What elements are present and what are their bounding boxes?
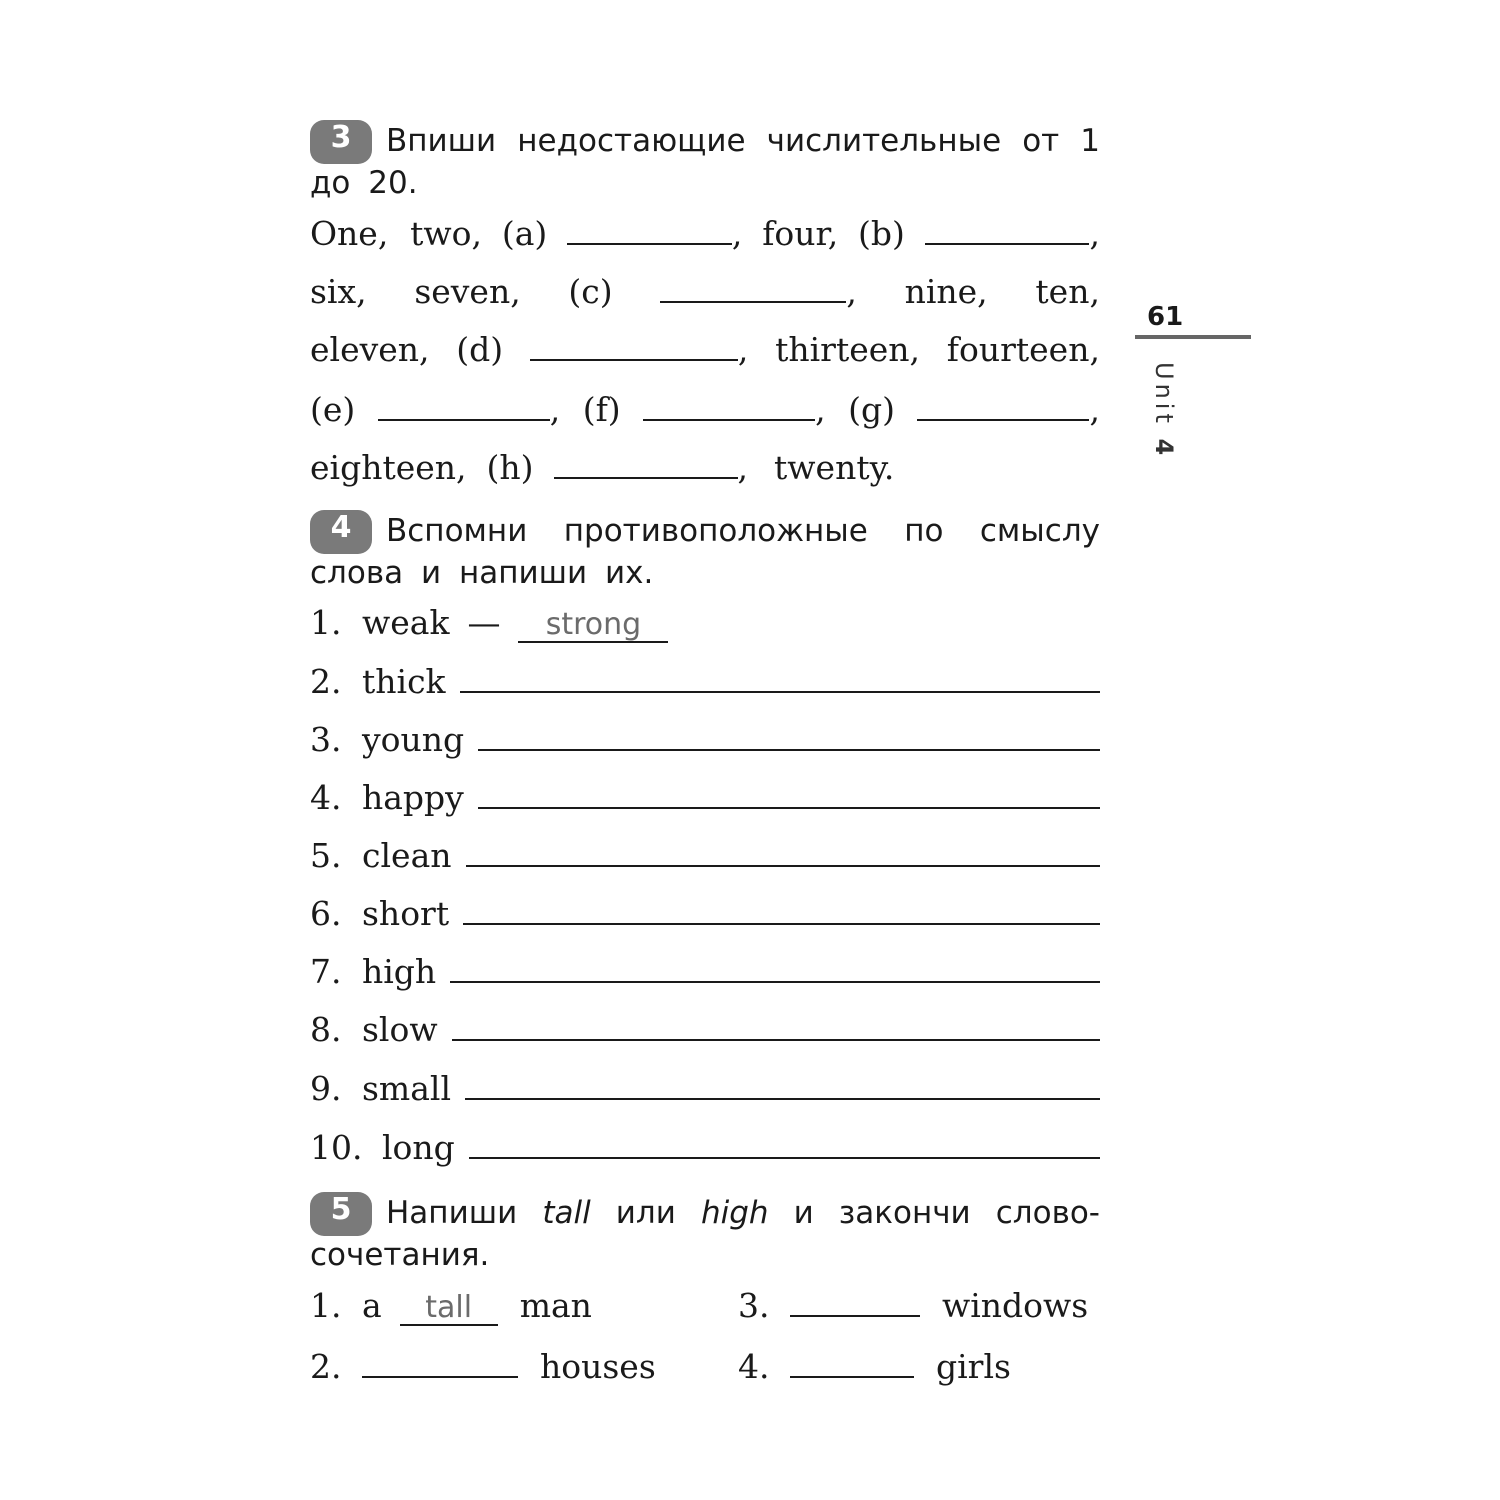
word: eighteen, — [310, 448, 467, 487]
ex4-item-2 — [310, 662, 1100, 701]
exercise-3-badge: 3 — [310, 120, 372, 164]
word: seven, — [414, 272, 521, 311]
ex4-item-4 — [310, 778, 1100, 817]
word: One, — [310, 214, 389, 253]
answer-line[interactable] — [478, 783, 1100, 809]
word: eleven, — [310, 330, 430, 369]
unit-label — [1150, 362, 1178, 459]
blank[interactable] — [362, 1352, 518, 1378]
word: six, — [310, 272, 367, 311]
item-word: clean — [362, 836, 452, 875]
item-word: weak — [362, 603, 450, 642]
label-f: (f) — [582, 390, 621, 429]
item-number: 1. — [310, 603, 342, 642]
text: или — [615, 1195, 676, 1231]
ex4-item-8 — [310, 1010, 1100, 1049]
blank-f[interactable] — [643, 395, 815, 421]
label-d: (d) — [456, 330, 504, 369]
answer-line[interactable] — [465, 1074, 1100, 1100]
exercise-4-title: Вспомни противоположные по смыслу слова и напиши их. — [310, 513, 1100, 591]
label-c: (c) — [568, 272, 613, 311]
ex4-item-3 — [310, 720, 1100, 759]
blank-c[interactable] — [660, 277, 846, 303]
label-b: (b) — [858, 214, 905, 253]
item-number: 3. — [738, 1286, 770, 1325]
ex3-line-2: six, seven, (c) , nine, ten, — [310, 272, 1100, 311]
example-answer: strong — [518, 609, 668, 643]
blank[interactable] — [790, 1291, 920, 1317]
noun: girls — [936, 1347, 1011, 1386]
blank[interactable] — [790, 1352, 914, 1378]
noun: man — [519, 1286, 592, 1325]
item-word: young — [362, 720, 465, 759]
ex3-line-4: (e) , (f) , (g) , — [310, 390, 1100, 429]
article: a — [362, 1286, 382, 1325]
ex4-item-10 — [310, 1128, 1100, 1167]
item-number: 9. — [310, 1069, 342, 1108]
ex5-item-2 — [310, 1347, 656, 1386]
item-number: 4. — [310, 778, 342, 817]
ex5-item-1 — [310, 1286, 592, 1326]
unit-number: 4 — [1150, 438, 1178, 460]
exercise-3-instruction — [310, 120, 1100, 203]
item-word: short — [362, 894, 450, 933]
ex3-line-3: eleven, (d) , thirteen, fourteen, — [310, 330, 1100, 369]
item-word: high — [362, 952, 437, 991]
word: thirteen, — [775, 330, 921, 369]
ex3-line-1: One, two, (a) , four, (b) , — [310, 214, 1100, 253]
text-italic: high — [700, 1195, 769, 1231]
answer-line[interactable] — [450, 957, 1100, 983]
item-number: 3. — [310, 720, 342, 759]
ex5-item-3 — [738, 1286, 1088, 1325]
answer-line[interactable] — [466, 841, 1101, 867]
word: ten, — [1035, 272, 1100, 311]
blank-d[interactable] — [530, 335, 738, 361]
item-word: thick — [362, 662, 446, 701]
item-word: happy — [362, 778, 464, 817]
blank-e[interactable] — [378, 395, 550, 421]
ex4-item-9 — [310, 1069, 1100, 1108]
blank-h[interactable] — [554, 453, 738, 479]
answer-line[interactable] — [469, 1133, 1100, 1159]
side-divider — [1135, 335, 1251, 339]
word: nine, — [904, 272, 988, 311]
example-answer: tall — [400, 1292, 498, 1326]
label-g: (g) — [848, 390, 895, 429]
text-italic: tall — [542, 1195, 591, 1231]
exercise-4-badge: 4 — [310, 510, 372, 554]
answer-line[interactable] — [463, 899, 1100, 925]
item-number: 8. — [310, 1010, 342, 1049]
item-number: 7. — [310, 952, 342, 991]
ex4-item-6 — [310, 894, 1100, 933]
item-number: 1. — [310, 1286, 342, 1325]
answer-line[interactable] — [460, 667, 1100, 693]
text: и закончи слово-сочетания. — [310, 1195, 1100, 1273]
blank-a[interactable] — [567, 219, 732, 245]
word: fourteen, — [946, 330, 1100, 369]
exercise-5-instruction — [310, 1192, 1100, 1275]
ex4-item-1 — [310, 603, 1100, 643]
page-number: 61 — [1147, 302, 1184, 332]
exercise-3-title: Впиши недостающие числительные от 1 до 20. — [310, 123, 1100, 201]
item-number: 4. — [738, 1347, 770, 1386]
ex4-item-7 — [310, 952, 1100, 991]
item-number: 5. — [310, 836, 342, 875]
exercise-5-badge: 5 — [310, 1192, 372, 1236]
word: four, — [762, 214, 839, 253]
blank-g[interactable] — [917, 395, 1089, 421]
item-word: long — [382, 1128, 455, 1167]
label-e: (e) — [310, 390, 356, 429]
text: Напиши — [386, 1195, 518, 1231]
noun: windows — [942, 1286, 1089, 1325]
item-number: 6. — [310, 894, 342, 933]
blank-b[interactable] — [925, 219, 1090, 245]
item-word: slow — [362, 1010, 438, 1049]
item-number: 2. — [310, 1347, 342, 1386]
ex3-line-5: eighteen, (h) , twenty. — [310, 448, 895, 487]
answer-line[interactable] — [478, 725, 1100, 751]
answer-line[interactable] — [452, 1015, 1100, 1041]
item-number: 2. — [310, 662, 342, 701]
dash: — — [467, 603, 501, 642]
ex4-item-5 — [310, 836, 1100, 875]
ex5-item-4 — [738, 1347, 1011, 1386]
label-a: (a) — [501, 214, 548, 253]
exercise-4-instruction — [310, 510, 1100, 593]
item-number: 10. — [310, 1128, 363, 1167]
item-word: small — [362, 1069, 452, 1108]
word: twenty. — [774, 448, 895, 487]
noun: houses — [540, 1347, 656, 1386]
label-h: (h) — [486, 448, 534, 487]
word: two, — [410, 214, 483, 253]
unit-word: Unit — [1150, 362, 1178, 427]
